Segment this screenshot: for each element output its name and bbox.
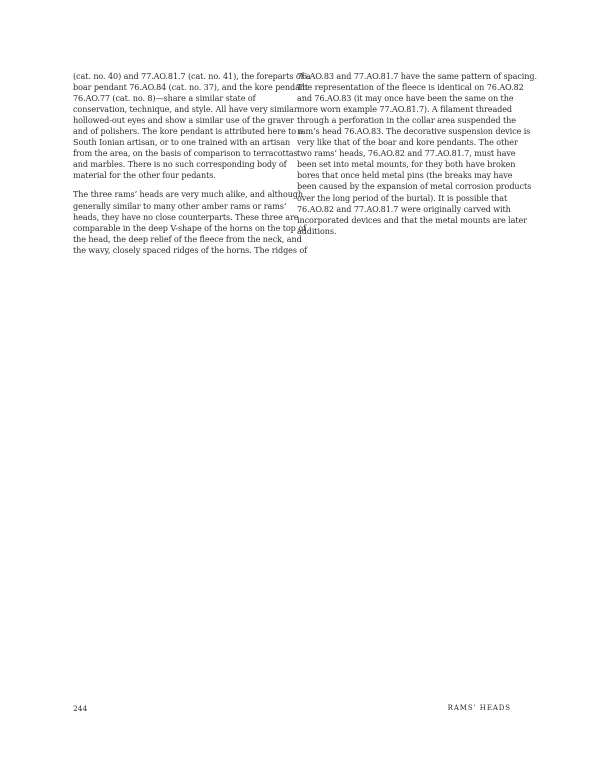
text-line: and 76.AO.83 (it may once have been the same on the <box>297 93 514 104</box>
text-line: two rams’ heads, 76.AO.82 and 77.AO.81.7, must have <box>297 148 516 159</box>
text-line: ram’s head 76.AO.83. The decorative suspension device is <box>297 126 531 137</box>
text-line: and marbles. There is no such corresponding body of <box>73 159 287 170</box>
text-line: additions. <box>297 225 337 236</box>
text-line: been caused by the expansion of metal corrosion products <box>297 181 532 192</box>
text-line: very like that of the boar and kore pendants. The other <box>297 137 518 148</box>
text-line: (cat. no. 40) and 77.AO.81.7 (cat. no. 41), the foreparts of a <box>73 71 311 81</box>
left-text-column <box>73 71 311 264</box>
text-line: bores that once held metal pins (the breaks may have <box>297 170 513 181</box>
text-line: The representation of the fleece is identical on 76.AO.82 <box>297 82 524 93</box>
paragraph <box>297 71 537 237</box>
text-line: hollowed-out eyes and show a similar use of the graver <box>73 115 295 126</box>
text-line: South Ionian artisan, or to one trained with an artisan <box>73 137 291 148</box>
text-line: from the area, on the basis of comparison to terracottas <box>73 148 298 159</box>
paragraph <box>73 189 308 255</box>
page-number: 244 <box>73 704 88 713</box>
text-line: comparable in the deep V-shape of the horns on the top of <box>73 222 306 233</box>
text-line: conservation, technique, and style. All have very similar <box>73 104 298 115</box>
text-line: been set into metal mounts, for they both have broken <box>297 159 516 170</box>
text-line: 76.AO.83 and 77.AO.81.7 have the same pattern of spacing. <box>297 71 537 81</box>
text-line: 76.AO.77 (cat. no. 8)—share a similar state of <box>73 93 256 104</box>
text-line: generally similar to many other amber rams or rams’ <box>73 200 287 211</box>
running-head: RAMS’ HEADS <box>447 704 511 712</box>
text-line: over the long period of the burial). It is possible that <box>297 192 508 203</box>
text-line: incorporated devices and that the metal mounts are later <box>297 214 527 225</box>
text-line: material for the other four pedants. <box>73 170 216 181</box>
text-line: boar pendant 76.AO.84 (cat. no. 37), and the kore pendant <box>73 82 309 93</box>
text-line: the wavy, closely spaced ridges of the horns. The ridges of <box>73 244 308 255</box>
text-line: The three rams’ heads are very much alike, and although <box>73 189 303 200</box>
text-line: heads, they have no close counterparts. These three are <box>73 211 299 222</box>
text-line: the head, the deep relief of the fleece from the neck, and <box>73 233 302 244</box>
text-line: more worn example 77.AO.81.7). A filament threaded <box>297 104 513 115</box>
right-text-column <box>297 71 537 245</box>
text-line: and of polishers. The kore pendant is attributed here to a <box>73 126 304 137</box>
text-line: through a perforation in the collar area suspended the <box>297 115 516 126</box>
paragraph <box>73 71 311 181</box>
text-line: 76.AO.82 and 77.AO.81.7 were originally carved with <box>297 203 511 214</box>
